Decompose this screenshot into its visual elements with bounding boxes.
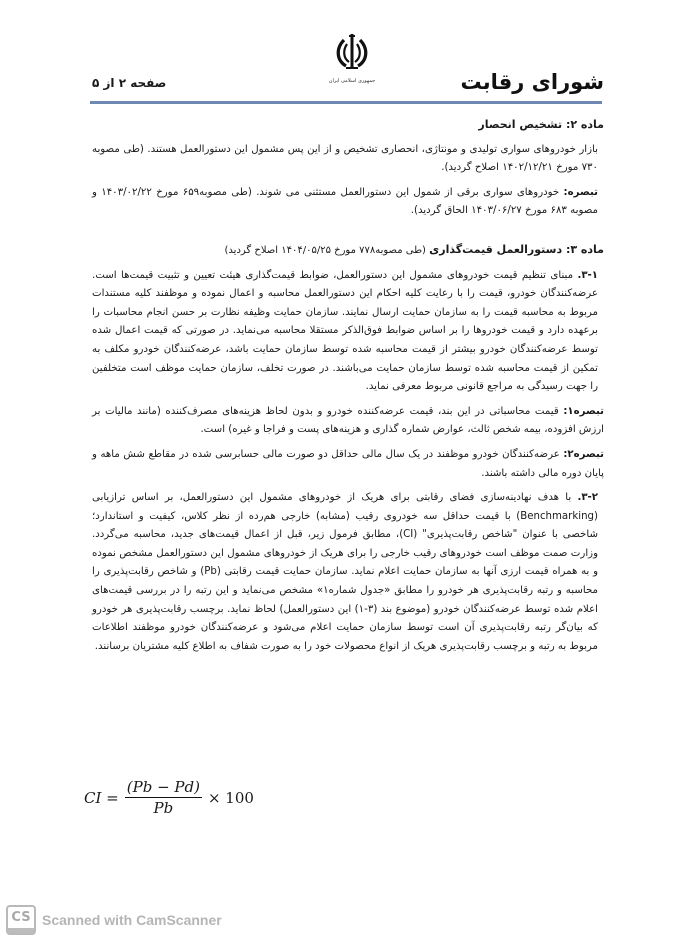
note-1-label: تبصره۱: xyxy=(563,405,604,417)
camscanner-logo-icon: CS xyxy=(6,905,36,935)
camscanner-watermark xyxy=(6,905,222,935)
article-3-heading-note: (طی مصوبه۷۷۸ مورخ ۱۴۰۴/۰۵/۲۵ اصلاح گردید) xyxy=(224,244,430,256)
clause-3-1-text: مبنای تنظیم قیمت خودروهای مشمول این دستورالعمل، ضوابط قیمت‌گذاری هیئت تعیین و تثبیت قیمت‌ها است. عرضه‌کنندگان خودرو، قیمت را با رعایت کلیه احکام این دستورالعمل محاسبه و اعمال نموده و موظفند کلیه مستندات مربوط به محاسبه قیمت را به سازمان حمایت ارسال نمایند. سازمان حمایت وظیفه نظارت بر حسن انجام محاسبات را برعهده دارد و قیمت خودروها را بر اساس ضوابط فوق‌الذکر مستقلا محاسبه می‌نماید. در صورتی که قیمت اعمال شده توسط عرضه‌کنندگان خودرو بیشتر از قیمت محاسبه شده توسط سازمان حمایت باشد، عرضه‌کنندگان خودرو مکلف به تمکین از قیمت محاسبه شده توسط سازمان حمایت می‌باشند. در صورت تخلف، سازمان حمایت موظف است متخلفین را جهت رسیدگی به مراجع قانونی مربوط معرفی نماید. xyxy=(92,269,598,393)
article-2-body: بازار خودروهای سواری تولیدی و مونتاژی، انحصاری تشخیص و از این پس مشمول این دستورالعمل هستند. (طی مصوبه ۷۳۰ مورخ ۱۴۰۲/۱۲/۲۱ اصلاح گردید). xyxy=(92,143,598,174)
council-title: شورای رقابت xyxy=(460,70,604,94)
clause-3-2 xyxy=(92,489,604,656)
note-1-text: قیمت محاسباتی در این بند، قیمت عرضه‌کننده خودرو و بدون لحاظ هزینه‌های مصرف‌کننده (مانند مالیات بر ارزش افزوده، بیمه شخص ثالث، عوارض شماره گذاری و هزینه‌های پست و فراجا و غیره) است. xyxy=(92,405,604,436)
article-3-title: ماده ۳: دستورالعمل قیمت‌گذاری xyxy=(429,242,604,256)
article-3-heading xyxy=(92,241,604,261)
formula-denominator: Pb xyxy=(153,799,174,817)
ci-formula xyxy=(84,778,254,817)
clause-3-2-number: ۳-۲. xyxy=(577,492,598,504)
clause-3-1-note-2 xyxy=(92,446,604,483)
clause-3-1-number: ۳-۱. xyxy=(577,269,598,281)
clause-3-1 xyxy=(92,267,604,397)
header-divider xyxy=(90,101,602,104)
formula-numerator: (Pb − Pd) xyxy=(126,778,200,796)
formula-lhs: CI = xyxy=(84,788,119,807)
clause-3-2-text: با هدف نهادینه‌سازی فضای رقابتی برای هریک از خودروهای مشمول این دستورالعمل، بر اساس ترازیابی (Benchmarking) با قیمت حداقل سه خودروی رقیب (مشابه) خارجی هم‌رده از نظر کلاس، کیفیت و استاندارد؛ شاخصی با عنوان "شاخص رقابت‌پذیری" (CI)، مطابق فرمول زیر، قبل از اعمال قیمت‌های جدید، محاسبه می‌گردد. وزارت صمت موظف است خودروهای رقیب خارجی را برای هریک از خودروهای مشمول این دستورالعمل مشخص نموده و به همراه قیمت ارزی آنها به سازمان حمایت اعلام نماید. سازمان حمایت قیمت رقابتی (Pb) و شاخص رقابت‌پذیری را محاسبه و رتبه رقابت‌پذیری هر خودرو را مطابق «جدول شماره۱» مشخص می‌نماید و این رتبه را در بررسی قیمت‌های اعلام شده توسط عرضه‌کنندگان خودرو (موضوع بند (۳-۱) این دستورالعمل) لحاظ نماید. برچسب رقابت‌پذیری هر خودرو که بیان‌گر رتبه رقابت‌پذیری آن است توسط سازمان حمایت اعلام می‌شود و عرضه‌کنندگان خودرو موظفند اطلاعات مربوط به رتبه و برچسب رقابت‌پذیری هریک از انواع محصولات خود را به صورت شفاف به اطلاع کلیه مشتریان برسانند. xyxy=(92,492,599,652)
clause-3-1-note-1 xyxy=(92,403,604,440)
note-label: تبصره: xyxy=(563,186,598,198)
article-2-heading: ماده ۲: تشخیص انحصار xyxy=(478,118,604,131)
watermark-text: Scanned with CamScanner xyxy=(42,912,222,928)
iran-emblem xyxy=(330,30,374,80)
note-2-text: عرضه‌کنندگان خودرو موظفند در یک سال مالی حداقل دو صورت مالی حسابرسی شده در مقاطع شش ماهه و پایان دوره مالی داشته باشند. xyxy=(92,448,604,479)
page-number: صفحه ۲ از ۵ xyxy=(92,76,167,90)
note-2-label: تبصره۲: xyxy=(563,448,604,460)
document-body xyxy=(92,116,604,662)
emblem-icon xyxy=(332,30,372,74)
note-text: خودروهای سواری برقی از شمول این دستورالعمل مستثنی می شوند. (طی مصوبه۶۵۹ مورخ ۱۴۰۳/۰۲/۲۲ و مصوبه ۶۸۳ مورخ ۱۴۰۳/۰۶/۲۷ الحاق گردید). xyxy=(92,186,598,217)
emblem-caption: جمهوری اسلامی ایران xyxy=(328,78,376,84)
formula-fraction xyxy=(125,778,202,817)
formula-multiplier: × 100 xyxy=(207,788,254,807)
article-2-note xyxy=(92,184,604,221)
